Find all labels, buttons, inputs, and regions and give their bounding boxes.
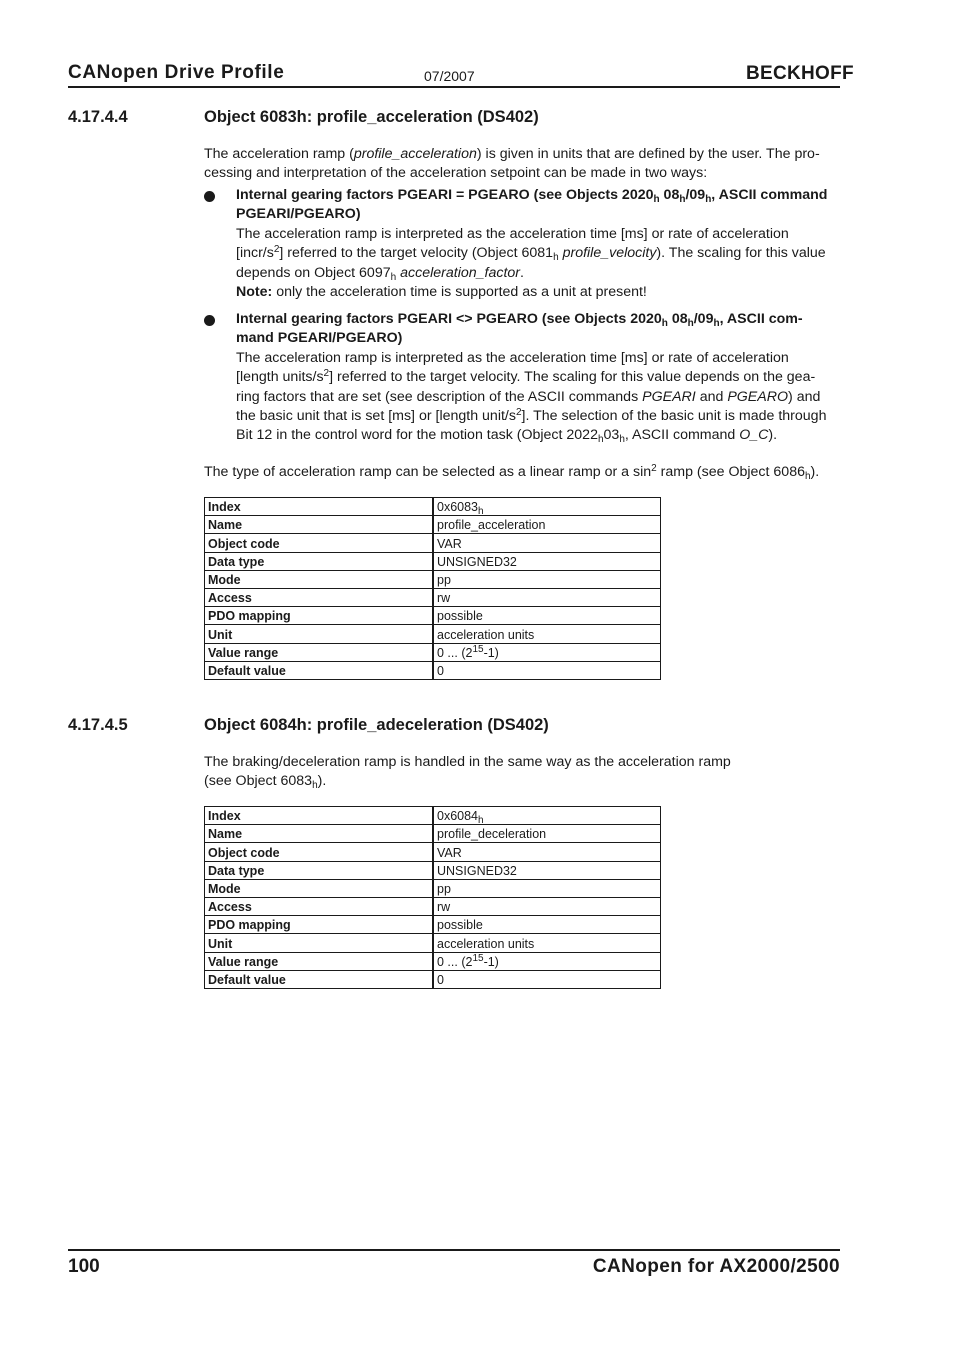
table-key-cell: Access — [205, 588, 434, 606]
table-value-cell: possible — [433, 607, 661, 625]
object-6084-table — [204, 806, 661, 989]
bullet-item — [236, 186, 842, 302]
bullet-heading: Internal gearing factors PGEARI = PGEARO (see Objects $2020_h$ $08_h/09_h$, ASCII command PGEARI/PGEARO) — [236, 187, 828, 223]
table-value-cell: rw — [433, 588, 661, 606]
table-row — [205, 843, 661, 861]
section-title: Object 6083h: profile_acceleration (DS402) — [204, 108, 539, 126]
table-key-cell: PDO mapping — [205, 607, 434, 625]
table-key-cell: Unit — [205, 625, 434, 643]
table-value-cell: 0 — [433, 661, 661, 679]
table-key-cell: Data type — [205, 861, 434, 879]
table-key-cell: Index — [205, 807, 434, 825]
table-value-cell: VAR — [433, 843, 661, 861]
section-number: 4.17.4.5 — [68, 716, 128, 734]
table-key-cell: Unit — [205, 934, 434, 952]
intro-paragraph: The acceleration ramp (profile_acceleration) is given in units that are defined by the user. The pro- cessing and interpretation of the acceleration setpoint can be made in two ways: — [204, 146, 820, 182]
table-row — [205, 825, 661, 843]
table-row — [205, 607, 661, 625]
bullet-text: The acceleration ramp is interpreted as the acceleration time [ms] or rate of acceleration [length units/$s^2$] referred to the target velocity. The scaling for this value depends on the gea- ring factors that are set (see description of the ASCII commands PGEARI and PGEARO) and the basic unit that is set [ms] or [length unit/$s^2$]. The selection of the basic unit is made through Bit 12 in the control word for the motion task (Object $2022_h03_h$, ASCII command O_C). — [236, 349, 827, 446]
table-key-cell: Value range — [205, 643, 434, 661]
table-row — [205, 952, 661, 970]
page-number: 100 — [68, 1256, 100, 1277]
table-value-cell: $0x6083_h$ — [433, 498, 661, 516]
table-key-cell: Mode — [205, 879, 434, 897]
table-key-cell: Object code — [205, 843, 434, 861]
table-row — [205, 498, 661, 516]
table-value-cell: possible — [433, 916, 661, 934]
table-key-cell: Mode — [205, 570, 434, 588]
table-key-cell: PDO mapping — [205, 916, 434, 934]
table-row — [205, 861, 661, 879]
table-value-cell: acceleration units — [433, 625, 661, 643]
header-divider — [68, 86, 840, 88]
table-row — [205, 588, 661, 606]
footer-title: CANopen for AX2000/2500 — [592, 1256, 840, 1277]
table-row — [205, 916, 661, 934]
table-row — [205, 625, 661, 643]
table-value-cell: UNSIGNED32 — [433, 552, 661, 570]
table-value-cell: $0x6084_h$ — [433, 807, 661, 825]
table-value-cell: rw — [433, 897, 661, 915]
table-row — [205, 934, 661, 952]
bullet-icon — [204, 315, 215, 326]
table-row — [205, 879, 661, 897]
section-number: 4.17.4.4 — [68, 108, 128, 126]
table-key-cell: Default value — [205, 970, 434, 988]
table-key-cell: Value range — [205, 952, 434, 970]
table-row — [205, 534, 661, 552]
table-row — [205, 661, 661, 679]
table-row — [205, 552, 661, 570]
table-key-cell: Object code — [205, 534, 434, 552]
table-row — [205, 897, 661, 915]
table-row — [205, 807, 661, 825]
table-key-cell: Data type — [205, 552, 434, 570]
table-key-cell: Name — [205, 825, 434, 843]
table-value-cell: 0 ... $(2^{15}-1)$ — [433, 952, 661, 970]
object-6083-table — [204, 497, 661, 680]
table-key-cell: Index — [205, 498, 434, 516]
table-row — [205, 516, 661, 534]
table-row — [205, 970, 661, 988]
table-key-cell: Default value — [205, 661, 434, 679]
table-value-cell: pp — [433, 879, 661, 897]
brand-logo: BECKHOFF — [746, 63, 854, 84]
section-title: Object 6084h: profile_adeceleration (DS402) — [204, 716, 549, 734]
table-value-cell: pp — [433, 570, 661, 588]
table-value-cell: profile_acceleration — [433, 516, 661, 534]
table-value-cell: 0 ... $(2^{15}-1)$ — [433, 643, 661, 661]
header-date: 07/2007 — [424, 68, 475, 84]
table-value-cell: 0 — [433, 970, 661, 988]
note-label: Note: — [236, 284, 273, 301]
table-key-cell: Name — [205, 516, 434, 534]
deceleration-paragraph: The braking/deceleration ramp is handled in the same way as the acceleration ramp (see Object $6083_h$). — [204, 754, 731, 792]
bullet-text: The acceleration ramp is interpreted as the acceleration time [ms] or rate of acceleration $[incr/s^2]$ referred to the target velocity (Object $6081_h$ profile_velocity). The scaling for this value depends on Object $6097_h$ acceleration_factor. Note: only the acceleration time is supported as a unit at present! — [236, 225, 826, 301]
table-key-cell: Access — [205, 897, 434, 915]
table-value-cell: VAR — [433, 534, 661, 552]
bullet-heading: Internal gearing factors PGEARI <> PGEARO (see Objects $2020_h$ $08_h/09_h$, ASCII com- mand PGEARI/PGEARO) — [236, 311, 803, 347]
header-title: CANopen Drive Profile — [68, 62, 285, 83]
bullet-icon — [204, 191, 215, 202]
bullet-item — [236, 310, 842, 446]
table-row — [205, 570, 661, 588]
footer-divider — [68, 1249, 840, 1251]
table-value-cell: UNSIGNED32 — [433, 861, 661, 879]
table-row — [205, 643, 661, 661]
table-value-cell: profile_deceleration — [433, 825, 661, 843]
ramp-type-paragraph: The type of acceleration ramp can be selected as a linear ramp or a $\sin^2$ ramp (see Object $6086_h$). — [204, 463, 820, 482]
table-value-cell: acceleration units — [433, 934, 661, 952]
